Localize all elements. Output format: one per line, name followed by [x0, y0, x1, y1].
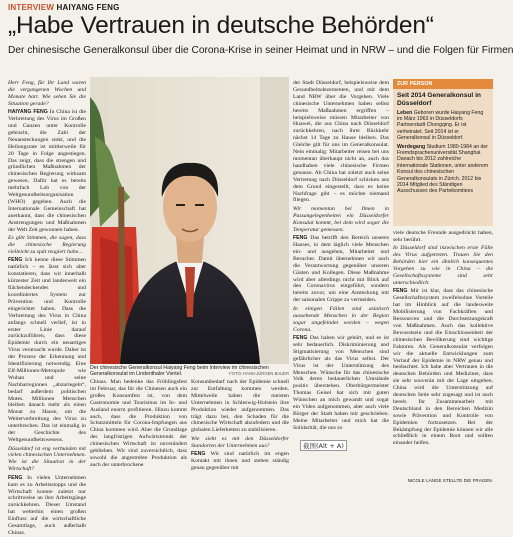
- article-paragraph: [293, 235, 389, 304]
- article-paragraph: [8, 475, 86, 537]
- speaker-label: FENG: [293, 235, 308, 242]
- article-column-3: [191, 379, 289, 489]
- kicker-section: INTERVIEW: [8, 3, 55, 12]
- portrait-photo: [90, 77, 289, 364]
- article-paragraph: Es gibt Stimmen, die sagen, dass die chinesische Regierung vielleicht zu spät reagiert habe...: [8, 235, 86, 255]
- speaker-label: HAIYANG FENG: [8, 109, 48, 116]
- deck: Der chinesische Generalkonsul über die Corona-Krise in seiner Heimat und in NRW – und die Folgen für Firmen: [8, 45, 513, 56]
- paragraph-text: der Stadt Düsseldorf, beispielsweise dem Gesundheitsdezernenten, und mit dem Land NRW über die Vorgehen. Viele chinesische Unternehmen haben selbst bereits Maßnahmen ergriffen – beispielsweise müssen Mitarbeiter von Huawei, die aus China nach Düsseldorf zurückkehren, nach ihrer Rückkehr nächst 14 Tage zu Hause bleiben. Das Gleiche gilt für uns im Generalkonsulat. Nein einmalig: Mitarbeiter reisen bei uns momentan überhaupt nicht an, auch das handhaben viele chinesische Firmen genauso. Ab China hat zuletzt auch seine Vertretung nach Düsseldorf schicken aus dem Grund eingestellt, dass es keine Nachfrage gibt – es möchte niemand fliegen.: [293, 80, 389, 204]
- paragraph-text: Chinas. Man bedenke das Frühlingsfest im Februar, das für die Chinesen auch ein großes Konsumfest ist, von dem Gastronomie und Tourismus im In- und Ausland enorm profitieren. Hinzu kommt auch, dass die Produktion von Schutzmitteln für Corona-Impfungen aus China kommen wird. Aber die Grundlage des langfristigen Aufwärtstrends der chinesischen Wirtschaft ist unverändert geblieben. Wir sind zuversichtlich, dass sowohl die angestrebte Produktion als auch der unterbrochene: [90, 379, 187, 468]
- article-paragraph: [393, 288, 493, 447]
- paragraph-text: viele deutsche Freunde ausgedrückt haben, sehr berührt.: [393, 230, 493, 243]
- article-column-1: [8, 80, 87, 536]
- info-box-leben-label: Leben: [397, 109, 413, 116]
- info-box-leben-text: Geboren wurde Haiyang Feng im März 1963 in Düsseldorfs Partnerstadt Chongqing. Er ist verheiratet. Seit 2014 ist er Generalkonsul in Düsseldorf.: [397, 109, 484, 142]
- article-paragraph: [8, 109, 86, 233]
- info-box-werdegang: [393, 143, 493, 196]
- paragraph-text: Konsumbedarf nach der Epidemie schnell zur Entfaltung kommen werden. Mittelweile haben die meisten Unternehmen in Schleswig-Holstein ihre Produktion wieder aufgenommen. Das trägt dazu bei, den Schaden für die chinesische Wirtschaft abzufedern und die globalen Lieferketten zu stabilisieren.: [191, 379, 289, 434]
- info-box-werdegang-label: Werdegang: [397, 143, 426, 150]
- article-paragraph: Wir momentan bei Ihnen in Passangelegenheiten ein Düsseldorfer Konsulat kommt, bei dem wird sogar die Temperatur gemessen.: [293, 205, 389, 233]
- article-paragraph: In einigen Fällen sind asiatisch aussehende Menschen in der Region sogar angefeindet worden – wegen Corona.: [293, 305, 389, 333]
- speaker-label: FENG: [293, 335, 308, 341]
- speaker-label: FENG: [8, 474, 23, 481]
- article-column-5: [393, 230, 493, 476]
- info-box-header: ZUR PERSON: [393, 79, 493, 89]
- article-paragraph: Düsseldorf ist eng verbunden mit vielen chinesischen Unternehmen. Wie ist die Situation in der Wirtschaft?: [8, 445, 86, 473]
- portrait-illustration: [90, 77, 289, 364]
- screenshot-tooltip: 截图(Alt + A): [300, 440, 347, 451]
- article-paragraph: [393, 230, 493, 244]
- kicker: [8, 3, 120, 12]
- info-box-title: Seit 2014 Generalkonsul in Düsseldorf: [397, 92, 481, 107]
- photo-caption: Der chinesische Generalkonsul Haiyang Feng beim Interview im chinesischen Generalkonsulat im Lindenthaler Viertel.: [90, 365, 269, 378]
- author-line: NICOLE LANGE STELLTE DIE FRAGEN.: [407, 478, 493, 483]
- info-box-leben: [393, 109, 493, 143]
- article-paragraph: [191, 451, 289, 472]
- headline: „Habe Vertrauen in deutsche Behörden“: [8, 12, 434, 39]
- speaker-label: FENG: [191, 451, 206, 458]
- article-column-2: [90, 379, 187, 489]
- kicker-name: HAIYANG FENG: [56, 3, 120, 12]
- speaker-label: FENG: [393, 288, 408, 295]
- article-paragraph: [8, 257, 86, 443]
- article-paragraph: In Düsseldorf sind inzwischen erste Fälle des Virus aufgetreten. Trauen Sie den Behörden hier ein ähnlich konsequentes Vorgehen zu wie in China – die Gesellschaftssysteme sind sehr unterschiedlich.: [393, 245, 493, 286]
- article-paragraph: [90, 379, 187, 469]
- article-column-4: [293, 80, 389, 490]
- paragraph-text: Das haben wir gehört, und es ist sehr bedauerlich. Diskriminierung und Stigmatisierung von Menschen sind gefährlicher als das Virus selbst. Der Virus ist der Unterstützung des Menschen. Wünsche für das chinesische Volk deren bedauerlichen Umstände positiv überstehen. Oberbürgermeister Thomas Geisel hat sich mit guten Wünschen an mich gewandt und sogar ein Video aufgenommen, aber auch viele Bürger der Stadt haben mir geschrieben. Meine Mitarbeiter und mich hat die Solidarität, die uns so: [293, 335, 389, 431]
- paragraph-text: In China ist die Verbreitung des Virus im Großen und Ganzen unter Kontrolle gebracht, die Zahl der Neuansteckungen sinkt, und die Heilungsrate ist mittlerweile für 20 Tage in Folge angestiegen. Das zeigt, dass die strengen und gründlichen Maßnahmen der chinesischen Regierung wirksam gewesen. Dafür hat es bereits mehrfach Lob von der Weltgesundheitsorganisation (WHO) gegeben. Auch die Internationale Gemeinschaft hat anerkannt, dass die chinesischen Anstrengungen und Maßnahmen der Welt Zeit gewonnen haben.: [8, 109, 87, 233]
- article-paragraph: [293, 80, 389, 204]
- article-paragraph: [293, 335, 389, 432]
- info-box-werdegang-text: Studium 1980-1984 an der Fremdsprachenuniversität Shanghai. Danach bis 2012 zahlreiche internationale Stationen, unter anderem Konsul des chinesischen Generalkonsulats in Zürich. 2012 bis 2014 Mitglied des Ständigen Ausschusses des Parteikomitees: [397, 143, 489, 195]
- speaker-label: FENG: [8, 257, 23, 264]
- paragraph-text: Ich kenne diese Stimmen natürlich – es lässt sich aber konstatieren, dass wir innerhalb kürzester Zeit und landesweit ein flächendeckendes und koordiniertes System zur Prävention und Kontrolle eingerichtet haben. Dass die Verbreitung des Virus in China anfangs schnell verlief, ist in erster Linie darauf zurückzuführen, dass diese Epidemie durch ein neuartiges Virus verursacht wurde. Daher ist der Prozess der Erkennung und Identifizierung notwendig. Eine Elf-Millionen-Metropole wie Wuhan und seine Nachbarregionen „abzuriegeln“, bedarf außerdem politischen Mutes. Millionen Menschen bleiben danach mehr als einen Monat zu Hause, um die Weiterverbreitung des Virus zu unterbrechen. Das ist einmalig in der Geschichte des Weltgesundheitswesens.: [8, 257, 86, 443]
- paragraph-text: Wir sind natürlich im engen Kontakt mit ihnen und stehen ständig genau gegenüber mit: [191, 451, 289, 472]
- article-paragraph: Herr Feng, für Ihr Land waren die vergangenen Wochen und Monate hart. Wie sehen Sie die Situation gerade?: [8, 80, 86, 107]
- article-paragraph: Wie sieht es mit den Düsseldorfer Standorten der Unternehmen aus?: [191, 435, 289, 449]
- photo-credit: FOTO: HANS-JÜRGEN BAUER: [229, 371, 289, 376]
- info-box: [393, 79, 493, 226]
- paragraph-text: Das betrifft den Bereich unseres Hauses, in dem täglich viele Menschen ein- und ausgehen, Mitarbeiter und Besucher. Damit übernehmen wir auch die Verantwortung gegenüber unseren Gästen und Kollegen. Diese Maßnahme wird aber allerdings nicht mit Blick auf den Coronavirus eingeführt, sondern bereits zuvor, um eine Ansteckung mit der saisonalen Grippe zu vermeiden.: [293, 235, 389, 304]
- paragraph-text: In vielen Unternehmen kam es zu Arbeitsstopps und die Wirtschaft konnte zuletzt nur schrittweise an ihre Arbeitsgänge zurückkehren. Dieser Umstand hat weiterhin einen großen Einfluss auf die wirtschaftliche Gesamtlage, auch außerhalb Chinas.: [8, 474, 86, 536]
- paragraph-text: Mir ist klar, dass das chinesische Gesellschaftssystem zweifelsohne Vorteile hat im Hinblick auf die landesweite Mobilisierung von Fachkräften und Ressourcen und die Durchsetzungskraft von Maßnahmen. Auch das kollektive Bewusstsein und die Einschlossenheit der chinesischen Bevölkerung sind wichtige Faktoren. Als Generalkonsulat verfolgen wir die aktuelle Entwicklungen zum Verlauf der Epidemie in NRW genau und beobachtet. Ich habe aber Vertrauen in die deutschen Behörden und Mediziner, dass sie sehr souverän mit der Lage umgehen. China wird die Unterstützung auf deutschen Seite sehr zugesagt und ist auch bereit. Ihr Zusammenarbeit mit Deutschland in den Bereichen Medizin sowie Prävention und Kontrolle von Epidemien fortzusetzen. Bei der Bekämpfung der Epidemie können wir alle schließlich in einem Boot und sollten einander helfen.: [393, 288, 493, 447]
- article-paragraph: [191, 379, 289, 434]
